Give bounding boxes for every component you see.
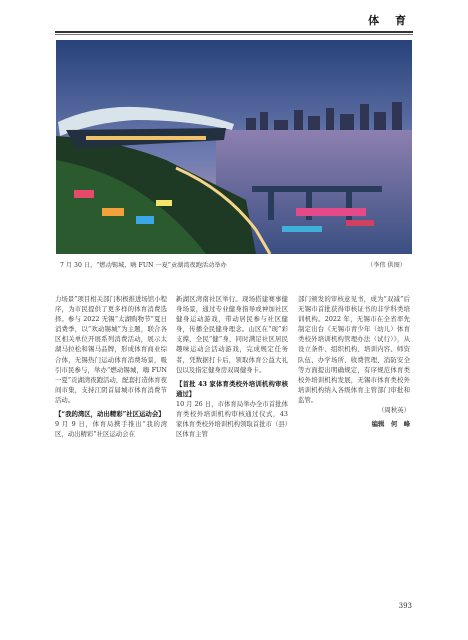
editor-credit: 编辑 何 峰 — [371, 420, 410, 429]
paragraph: 部门颁发的审核意见书，成为“双减”后无锡市首批获得审核证书的非学科类培训机构。2022 年，无锡市在全省率先制定出台《无锡市青少年（幼儿）体育类校外培训机构管理办法（试行）》，从设立条件、组织机构、培训内容、师资队伍、办学场所、收费管理、消防安全等方面提出明确规定，有序规范体育类校外培训机构发展，无锡市体育类校外培训机构纳入各级体育主管部门审批和监管。 — [298, 295, 410, 404]
text-column-1 — [55, 294, 167, 439]
waterfront-festival-photo — [56, 40, 412, 254]
paragraph: 9 月 9 日，体育局携手推出“我的湾区，动出精彩”社区运动会在 — [55, 420, 167, 439]
photo-caption — [60, 262, 408, 270]
section-heading: 【首批 43 家体育类校外培训机构审核通过】 — [176, 379, 288, 398]
page-number: 393 — [398, 602, 412, 610]
paragraph: 新湖区湾南社区举行。现场搭建赛事健身场景，通过专业健身指导或神加社区健身运动游戏，带动居民参与社区健身，传播全民健身理念。山区在“现”彩支撑，全民“健”身，同时满足社区居民趣味运动会活动游戏，完成规定任务者，凭数据打卡后，领取体育公益大礼包以及指定健身房双周健身卡。 — [176, 295, 288, 374]
paragraph: 10 月 26 日，市体育局举办全市首批体育类校外培训机构审核通过仪式，43 家体育类校外培训机构领取首批市（县）区体育主管 — [176, 399, 288, 439]
paragraph: 力场景”项目相关部门积极推进场馆小程序，为市民提供了更多样的体育消费选择。参与 2022 无锡“太湖购物节”夏日消费季，以“欢动锡城”为主题，联合各区相关单位开展系列消费活动，展示太湖马拉松和锡马品牌，形成体育商业综合体，无锡热门运动体育消费场景，吸引市民参与，举办“燃动锡城，嗨 FUN 一夏”贡湖湾夜跑活动，配套打造体育夜间市集，支持江阴首届城市体育消费节活动。 — [55, 295, 167, 404]
section-title: 体 育 — [368, 14, 412, 27]
text-column-2 — [176, 294, 288, 439]
text-column-3 — [298, 294, 410, 429]
header-rule-thin — [55, 34, 413, 35]
byline: （周秋英） — [378, 406, 410, 415]
caption-credit: （李伟 供图） — [366, 262, 406, 269]
header-rule — [55, 31, 413, 33]
caption-text: 7 月 30 日，“燃动锡城，嗨 FUN 一夏”贡湖湾夜跑活动举办 — [60, 262, 227, 269]
section-heading: 【“我的湾区，动出精彩”社区运动会】 — [55, 410, 165, 419]
